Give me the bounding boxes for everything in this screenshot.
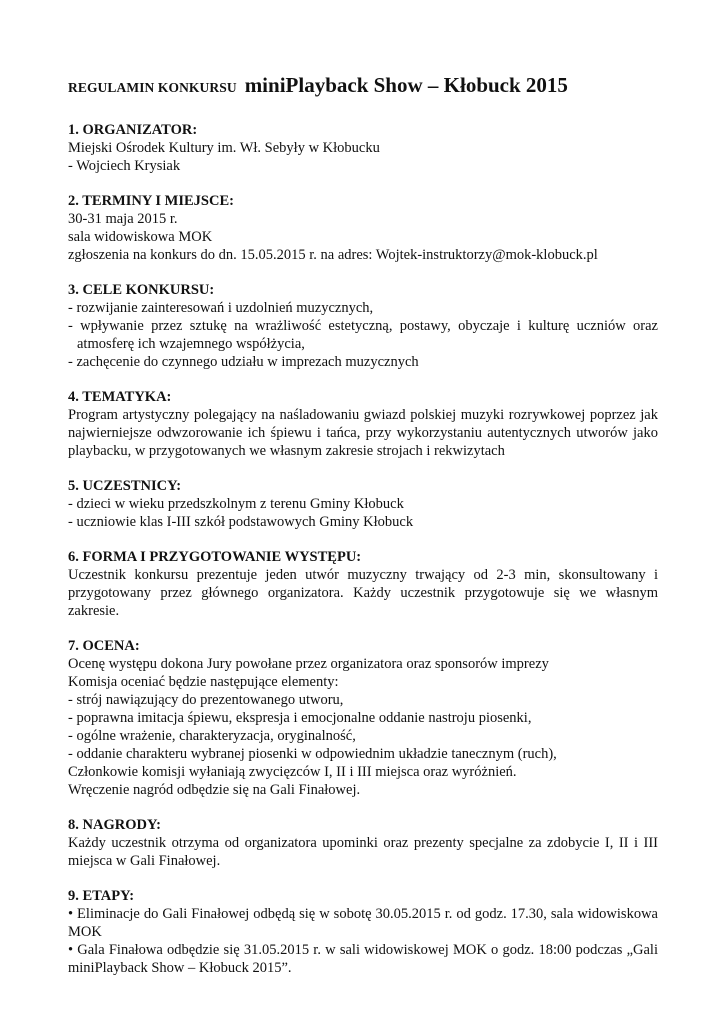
text-line: Członkowie komisji wyłaniają zwycięzców I, II i III miejsca oraz wyróżnień. [68,764,517,780]
section-heading: 2. TERMINY I MIEJSCE: [68,193,234,209]
text-line: - oddanie charakteru wybranej piosenki w odpowiednim układzie tanecznym (ruch), [68,746,557,762]
paragraph: Uczestnik konkursu prezentuje jeden utwór muzyczny trwający od 2-3 min, skonsultowany i przygotowany przez głównego organizatora. Każdy uczestnik przygotowuje się we własnym zakresie. [68,567,658,619]
text-line: zgłoszenia na konkurs do dn. 15.05.2015 r. na adres: Wojtek-instruktorzy@mok-klobuck.pl [68,247,598,263]
section-stages [68,887,658,977]
section-goals [68,281,658,371]
list-item: • Eliminacje do Gali Finałowej odbędą się w sobotę 30.05.2015 r. od godz. 17.30, sala widowiskowa MOK [68,906,658,940]
text-line: Ocenę występu dokona Jury powołane przez organizatora oraz sponsorów imprezy [68,656,549,672]
document-title [68,70,658,103]
text-line: Wręczenie nagród odbędzie się na Gali Finałowej. [68,782,361,798]
section-theme [68,388,658,460]
section-prizes [68,816,658,870]
text-line: - ogólne wrażenie, charakteryzacja, oryginalność, [68,728,356,744]
text-line: - strój nawiązujący do prezentowanego utworu, [68,692,344,708]
section-form [68,548,658,620]
section-heading: 3. CELE KONKURSU: [68,282,215,298]
section-organizer [68,121,658,175]
text-line: 30-31 maja 2015 r. [68,211,178,227]
text-line: - poprawna imitacja śpiewu, ekspresja i emocjonalne oddanie nastroju piosenki, [68,710,532,726]
text-line: sala widowiskowa MOK [68,229,213,245]
paragraph: Każdy uczestnik otrzyma od organizatora upominki oraz prezenty specjalne za zdobycie I, II i III miejsca w Gali Finałowej. [68,835,658,869]
document-page [68,70,658,994]
section-heading: 9. ETAPY: [68,888,135,904]
paragraph: Program artystyczny polegający na naśladowaniu gwiazd polskiej muzyki rozrywkowej poprzez jak najwierniejsze odwzorowanie ich śpiewu i tańca, przy wykorzystaniu autentycznych utworów jako playbacku, w przygotowanych we własnym zakresie strojach i rekwizytach [68,407,658,459]
text-line: Miejski Ośrodek Kultury im. Wł. Sebyły w Kłobucku [68,140,380,156]
section-heading: 5. UCZESTNICY: [68,478,182,494]
list-item: - wpływanie przez sztukę na wrażliwość estetyczną, postawy, obyczaje i kulturę uczniów oraz atmosferę ich wzajemnego współżycia, [68,318,658,352]
list-item: - rozwijanie zainteresowań i uzdolnień muzycznych, [68,300,374,316]
text-line: - dzieci w wieku przedszkolnym z terenu Gminy Kłobuck [68,496,404,512]
section-heading: 7. OCENA: [68,638,140,654]
text-line: - uczniowie klas I-III szkół podstawowych Gminy Kłobuck [68,514,414,530]
section-heading: 1. ORGANIZATOR: [68,122,198,138]
section-heading: 6. FORMA I PRZYGOTOWANIE WYSTĘPU: [68,549,362,565]
section-evaluation [68,637,658,799]
title-prefix: REGULAMIN KONKURSU [68,80,237,95]
section-participants [68,477,658,531]
list-item: - zachęcenie do czynnego udziału w imprezach muzycznych [68,354,419,370]
text-line: - Wojciech Krysiak [68,158,181,174]
section-heading: 4. TEMATYKA: [68,389,172,405]
list-item: • Gala Finałowa odbędzie się 31.05.2015 r. w sali widowiskowej MOK o godz. 18:00 podczas „Gali miniPlayback Show – Kłobuck 2015”. [68,942,658,976]
text-line: Komisja oceniać będzie następujące elementy: [68,674,339,690]
section-heading: 8. NAGRODY: [68,817,161,833]
title-main: miniPlayback Show – Kłobuck 2015 [244,73,568,97]
section-dates [68,192,658,264]
